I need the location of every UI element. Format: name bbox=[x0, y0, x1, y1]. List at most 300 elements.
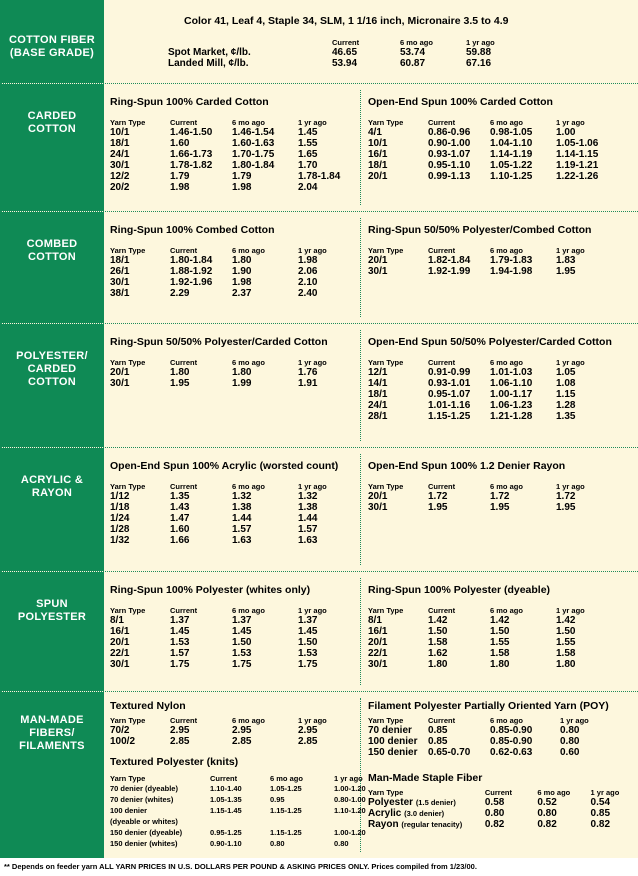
table-cell: 1.99 bbox=[232, 378, 252, 389]
table-cell: 1.53 bbox=[170, 637, 190, 648]
table-header-row bbox=[368, 606, 626, 615]
table-cell: 1.80 bbox=[170, 367, 190, 378]
table-row bbox=[110, 149, 368, 160]
table-cell: 1.72 bbox=[490, 491, 510, 502]
table-cell: 1.95 bbox=[490, 502, 510, 513]
table-cell: 60.87 bbox=[400, 58, 426, 69]
table-cell: 1.10-1.25 bbox=[490, 171, 533, 182]
column-header: Current bbox=[428, 716, 456, 725]
table-cell: 1.15-1.25 bbox=[428, 411, 471, 422]
column-header: Yarn Type bbox=[110, 246, 146, 255]
price-table bbox=[110, 482, 368, 546]
price-table bbox=[110, 118, 368, 193]
table-cell: 1.00-1.17 bbox=[490, 389, 533, 400]
table-cell: 0.85-0.90 bbox=[490, 736, 533, 747]
table-cell: 1.47 bbox=[170, 513, 190, 524]
table-cell: 1.45 bbox=[298, 626, 318, 637]
table-row bbox=[110, 502, 368, 513]
column-header: Yarn Type bbox=[110, 774, 146, 783]
table-cell: 1.44 bbox=[232, 513, 252, 524]
table-header-row bbox=[368, 788, 638, 797]
table-cell: 18/1 bbox=[110, 255, 130, 266]
cotton-fiber-title: Color 41, Leaf 4, Staple 34, SLM, 1 1/16 inch, Micronaire 3.5 to 4.9 bbox=[184, 15, 509, 27]
table-row bbox=[110, 816, 398, 827]
table-cell: 1.95 bbox=[428, 502, 448, 513]
table-cell: 1.75 bbox=[232, 659, 252, 670]
table-cell: 2.85 bbox=[298, 736, 318, 747]
fiber-spec: (1.5 denier) bbox=[415, 798, 456, 807]
table-row bbox=[110, 288, 368, 299]
table-row bbox=[110, 626, 368, 637]
table-cell: 0.60 bbox=[560, 747, 580, 758]
table-row bbox=[368, 747, 624, 758]
table-row bbox=[368, 411, 626, 422]
section-4 bbox=[0, 572, 638, 692]
table-cell: 1.46-1.54 bbox=[232, 127, 275, 138]
table-cell: 1.46-1.50 bbox=[170, 127, 213, 138]
table-cell: 30/1 bbox=[368, 266, 388, 277]
table-row bbox=[368, 127, 626, 138]
table-header-row bbox=[110, 606, 368, 615]
table-cell: 1.98 bbox=[170, 182, 190, 193]
table-cell: 0.90-1.10 bbox=[210, 839, 242, 848]
table-row bbox=[168, 47, 526, 58]
table-cell: 12/2 bbox=[110, 171, 130, 182]
table-cell: 22/1 bbox=[368, 648, 388, 659]
table-cell: 70 denier bbox=[368, 725, 412, 736]
table-row bbox=[368, 502, 626, 513]
table-cell: 1.80-1.84 bbox=[232, 160, 275, 171]
table-row bbox=[110, 637, 368, 648]
table-cell: 0.93-1.07 bbox=[428, 149, 471, 160]
table-row bbox=[368, 808, 638, 819]
table-cell: 1.55 bbox=[556, 637, 576, 648]
table-cell: 0.80 bbox=[270, 839, 285, 848]
table-header-row bbox=[110, 774, 398, 783]
column-header: Yarn Type bbox=[110, 716, 146, 725]
panel-title: Filament Polyester Partially Oriented Yarn (POY) bbox=[368, 700, 609, 712]
column-header: 1 yr ago bbox=[466, 38, 495, 47]
section-label-text: COTTON FIBER (BASE GRADE) bbox=[9, 34, 95, 59]
table-cell: 26/1 bbox=[110, 266, 130, 277]
table-cell: 1.94-1.98 bbox=[490, 266, 533, 277]
table-cell: 1.76 bbox=[298, 367, 318, 378]
table-cell: 1.70 bbox=[298, 160, 318, 171]
price-table bbox=[368, 358, 626, 422]
table-cell: 59.88 bbox=[466, 47, 492, 58]
table-cell: 1.42 bbox=[556, 615, 576, 626]
table-cell: 18/1 bbox=[368, 160, 388, 171]
table-row bbox=[110, 277, 368, 288]
table-row bbox=[110, 615, 368, 626]
table-cell: 1.82-1.84 bbox=[428, 255, 471, 266]
table-cell: 1.05-1.06 bbox=[556, 138, 599, 149]
column-header: 1 yr ago bbox=[556, 606, 585, 615]
table-cell: 1.72 bbox=[428, 491, 448, 502]
column-header: 1 yr ago bbox=[556, 358, 585, 367]
table-cell: 150 denier bbox=[368, 747, 418, 758]
table-cell: 1.04-1.10 bbox=[490, 138, 533, 149]
table-cell: 1.00-1.20 bbox=[334, 828, 366, 837]
column-header: Yarn Type bbox=[368, 482, 404, 491]
column-header: 1 yr ago bbox=[334, 774, 363, 783]
table-cell: 1.22-1.26 bbox=[556, 171, 599, 182]
table-cell: 1.80 bbox=[556, 659, 576, 670]
column-header: 6 mo ago bbox=[490, 118, 523, 127]
footer-note: ** Depends on feeder yarn ALL YARN PRICES IN U.S. DOLLARS PER POUND & ASKING PRICES ONLY. Prices compiled from 1/23/00. bbox=[4, 862, 477, 871]
table-cell: 1.06-1.10 bbox=[490, 378, 533, 389]
table-cell: 1.35 bbox=[556, 411, 576, 422]
table-cell: Spot Market, ¢/lb. bbox=[168, 47, 251, 58]
table-cell: 1.45 bbox=[232, 626, 252, 637]
panel-title: Textured Nylon bbox=[110, 700, 186, 712]
table-cell: 150 denier (dyeable) bbox=[110, 828, 183, 837]
table-cell: 1.45 bbox=[298, 127, 318, 138]
table-cell: 24/1 bbox=[368, 400, 388, 411]
column-header: 6 mo ago bbox=[490, 606, 523, 615]
staple-table bbox=[368, 788, 638, 830]
panel-title: Ring-Spun 50/50% Polyester/Carded Cotton bbox=[110, 336, 328, 348]
column-header: Yarn Type bbox=[368, 246, 404, 255]
table-row bbox=[110, 138, 368, 149]
column-header: 6 mo ago bbox=[490, 482, 523, 491]
table-row bbox=[368, 160, 626, 171]
column-header bbox=[168, 38, 332, 47]
table-cell: 1.60 bbox=[170, 138, 190, 149]
table-row bbox=[368, 378, 626, 389]
table-cell: 1.50 bbox=[556, 626, 576, 637]
table-cell: 1.92-1.99 bbox=[428, 266, 471, 277]
table-cell: 2.29 bbox=[170, 288, 190, 299]
section-1 bbox=[0, 212, 638, 324]
panel-title: Open-End Spun 100% 1.2 Denier Rayon bbox=[368, 460, 566, 472]
table-cell: 2.10 bbox=[298, 277, 318, 288]
section-cotton-fiber bbox=[0, 0, 638, 84]
table-header-row bbox=[110, 246, 368, 255]
table-cell: 0.62-0.63 bbox=[490, 747, 533, 758]
table-cell: 1.98 bbox=[232, 277, 252, 288]
table-cell: 0.99-1.13 bbox=[428, 171, 471, 182]
table-row bbox=[368, 389, 626, 400]
column-header: Yarn Type bbox=[110, 118, 146, 127]
column-header: Yarn Type bbox=[368, 788, 404, 797]
column-header: Current bbox=[484, 788, 512, 797]
table-cell: 1.62 bbox=[428, 648, 448, 659]
table-row bbox=[368, 255, 626, 266]
column-header: Yarn Type bbox=[368, 716, 404, 725]
cotton-fiber-table bbox=[168, 38, 526, 69]
table-row bbox=[110, 783, 398, 794]
table-row bbox=[110, 513, 368, 524]
table-cell: 0.80 bbox=[560, 736, 580, 747]
table-cell: 1.63 bbox=[232, 535, 252, 546]
table-row bbox=[110, 535, 368, 546]
table-row bbox=[110, 524, 368, 535]
table-cell: 150 denier (whites) bbox=[110, 839, 178, 848]
table-cell: 1.00 bbox=[556, 127, 576, 138]
table-cell: 1.70-1.75 bbox=[232, 149, 275, 160]
table-cell: 18/1 bbox=[368, 389, 388, 400]
table-row bbox=[110, 378, 368, 389]
table-cell: 1.10-1.40 bbox=[210, 784, 242, 793]
table-cell: 16/1 bbox=[368, 149, 388, 160]
column-header: 6 mo ago bbox=[232, 482, 265, 491]
table-cell: 2.37 bbox=[232, 288, 252, 299]
price-table bbox=[368, 482, 626, 513]
table-cell: 1.80 bbox=[232, 367, 252, 378]
column-header: 6 mo ago bbox=[232, 118, 265, 127]
table-cell: 46.65 bbox=[332, 47, 358, 58]
table-row bbox=[110, 171, 368, 182]
column-header: Current bbox=[428, 606, 456, 615]
table-cell: 1.95 bbox=[556, 266, 576, 277]
column-header: 6 mo ago bbox=[400, 38, 433, 47]
table-header-row bbox=[368, 716, 624, 725]
table-cell: 1.57 bbox=[298, 524, 318, 535]
table-cell: 1/18 bbox=[110, 502, 130, 513]
table-cell: 1.79 bbox=[170, 171, 190, 182]
table-header-row bbox=[368, 246, 626, 255]
table-row bbox=[368, 648, 626, 659]
table-row bbox=[368, 171, 626, 182]
table-cell: 1.44 bbox=[298, 513, 318, 524]
table-cell: 2.95 bbox=[170, 725, 190, 736]
table-cell: 0.85 bbox=[428, 736, 448, 747]
table-header-row bbox=[110, 118, 368, 127]
column-header: Current bbox=[428, 246, 456, 255]
table-cell: 1.32 bbox=[232, 491, 252, 502]
table-row bbox=[368, 819, 638, 830]
panel-title: Ring-Spun 100% Combed Cotton bbox=[110, 224, 275, 236]
table-cell: 1.95 bbox=[170, 378, 190, 389]
fiber-spec: (regular tenacity) bbox=[401, 820, 463, 829]
table-cell: 1.43 bbox=[170, 502, 190, 513]
section-label bbox=[0, 324, 104, 447]
table-cell: 1/32 bbox=[110, 535, 130, 546]
table-cell: 2.04 bbox=[298, 182, 318, 193]
table-row bbox=[368, 659, 626, 670]
table-cell: 1.10-1.20 bbox=[334, 806, 366, 815]
table-cell: 1.80 bbox=[490, 659, 510, 670]
panel-title: Open-End Spun 50/50% Polyester/Carded Cotton bbox=[368, 336, 612, 348]
column-header: Yarn Type bbox=[110, 606, 146, 615]
table-cell: 1.05-1.35 bbox=[210, 795, 242, 804]
table-cell: 1.53 bbox=[232, 648, 252, 659]
table-cell: 1.98 bbox=[232, 182, 252, 193]
table-header-row bbox=[368, 358, 626, 367]
table-cell: 16/1 bbox=[110, 626, 130, 637]
table-cell: 0.82 bbox=[537, 819, 557, 830]
table-cell: 1.66 bbox=[170, 535, 190, 546]
section-label bbox=[0, 572, 104, 691]
fiber-spec: (3.0 denier) bbox=[404, 809, 445, 818]
column-header: 1 yr ago bbox=[590, 788, 620, 797]
column-header: 1 yr ago bbox=[556, 118, 585, 127]
table-cell: 1.79-1.83 bbox=[490, 255, 533, 266]
table-cell: 0.90-1.00 bbox=[428, 138, 471, 149]
table-cell: 1.50 bbox=[490, 626, 510, 637]
table-cell: 1.80 bbox=[232, 255, 252, 266]
section-0 bbox=[0, 84, 638, 212]
table-cell: 0.82 bbox=[590, 819, 611, 830]
nylon-table bbox=[110, 716, 368, 747]
table-cell: 0.80-1.00 bbox=[334, 795, 366, 804]
table-cell: 100 denier bbox=[368, 736, 418, 747]
table-header-row bbox=[368, 118, 626, 127]
table-cell: 0.52 bbox=[537, 797, 557, 808]
table-cell: 20/1 bbox=[368, 255, 388, 266]
table-cell: 1.50 bbox=[232, 637, 252, 648]
table-cell: 1.79 bbox=[232, 171, 252, 182]
column-header: Current bbox=[428, 358, 456, 367]
column-header: Current bbox=[428, 118, 456, 127]
table-cell: 1.50 bbox=[298, 637, 318, 648]
table-cell: 1.15-1.25 bbox=[270, 828, 302, 837]
table-cell bbox=[368, 808, 485, 819]
table-cell: 10/1 bbox=[110, 127, 130, 138]
table-cell: 1.58 bbox=[556, 648, 576, 659]
table-cell: 1.75 bbox=[298, 659, 318, 670]
table-row bbox=[368, 367, 626, 378]
section-label-text: SPUN POLYESTER bbox=[17, 598, 87, 623]
table-cell: 1.57 bbox=[232, 524, 252, 535]
column-header: Current bbox=[332, 38, 360, 47]
table-cell: 12/1 bbox=[368, 367, 388, 378]
table-cell: 70 denier (whites) bbox=[110, 795, 174, 804]
table-cell: 2.40 bbox=[298, 288, 318, 299]
table-row bbox=[368, 637, 626, 648]
table-cell: 18/1 bbox=[110, 138, 130, 149]
table-cell: 1.00-1.20 bbox=[334, 784, 366, 793]
table-cell: 1.38 bbox=[232, 502, 252, 513]
table-cell: 1.19-1.21 bbox=[556, 160, 599, 171]
table-cell: 1.91 bbox=[298, 378, 318, 389]
table-row bbox=[368, 797, 638, 808]
table-row bbox=[110, 838, 398, 849]
table-cell: 1.21-1.28 bbox=[490, 411, 533, 422]
table-cell: 1.66-1.73 bbox=[170, 149, 213, 160]
table-cell: 38/1 bbox=[110, 288, 130, 299]
column-header: Yarn Type bbox=[110, 482, 146, 491]
column-header: Yarn Type bbox=[368, 118, 404, 127]
table-cell: 30/1 bbox=[368, 502, 388, 513]
table-header-row bbox=[110, 358, 368, 367]
column-header: Current bbox=[170, 606, 198, 615]
table-cell: 1.80-1.84 bbox=[170, 255, 213, 266]
table-cell: 30/1 bbox=[110, 160, 130, 171]
section-label bbox=[0, 84, 104, 211]
table-cell: 1.01-1.03 bbox=[490, 367, 533, 378]
table-row bbox=[368, 266, 626, 277]
table-cell: 100 denier bbox=[110, 806, 148, 815]
column-header: 1 yr ago bbox=[298, 716, 327, 725]
poy-table bbox=[368, 716, 624, 758]
table-row bbox=[110, 736, 368, 747]
table-cell: 1.14-1.15 bbox=[556, 149, 599, 160]
table-cell: 1.37 bbox=[170, 615, 190, 626]
table-row bbox=[110, 805, 398, 816]
column-header: Yarn Type bbox=[110, 358, 146, 367]
table-row bbox=[368, 725, 624, 736]
section-label-text: COMBED COTTON bbox=[26, 238, 78, 263]
table-cell: 20/2 bbox=[110, 182, 130, 193]
table-cell: 0.54 bbox=[590, 797, 611, 808]
table-cell: 0.85 bbox=[428, 725, 448, 736]
fiber-name: Acrylic bbox=[368, 808, 405, 819]
panel-title: Man-Made Staple Fiber bbox=[368, 772, 483, 784]
table-cell: 1.35 bbox=[170, 491, 190, 502]
section-label bbox=[0, 212, 104, 323]
table-cell: 1.92-1.96 bbox=[170, 277, 213, 288]
column-header: 1 yr ago bbox=[560, 716, 589, 725]
table-cell: 0.80 bbox=[334, 839, 349, 848]
column-header: 6 mo ago bbox=[490, 716, 523, 725]
section-2 bbox=[0, 324, 638, 448]
table-cell: 0.95-1.07 bbox=[428, 389, 471, 400]
table-cell: 1.01-1.16 bbox=[428, 400, 471, 411]
table-row bbox=[110, 659, 368, 670]
table-cell: 1.55 bbox=[490, 637, 510, 648]
table-cell: 22/1 bbox=[110, 648, 130, 659]
table-cell: 0.85-0.90 bbox=[490, 725, 533, 736]
price-table bbox=[368, 246, 626, 277]
table-cell: 1.06-1.23 bbox=[490, 400, 533, 411]
column-header: Yarn Type bbox=[368, 606, 404, 615]
table-row bbox=[368, 138, 626, 149]
table-cell: 1.78-1.84 bbox=[298, 171, 341, 182]
table-cell: 1.65 bbox=[298, 149, 318, 160]
table-cell: 0.98-1.05 bbox=[490, 127, 533, 138]
table-cell: 4/1 bbox=[368, 127, 382, 138]
table-row bbox=[110, 491, 368, 502]
table-cell: 28/1 bbox=[368, 411, 388, 422]
table-header-row bbox=[110, 716, 368, 725]
table-cell: 1.05 bbox=[556, 367, 576, 378]
section-label-text: POLYESTER/ CARDED COTTON bbox=[16, 350, 88, 388]
table-cell: 1.80 bbox=[428, 659, 448, 670]
column-header: 6 mo ago bbox=[232, 358, 265, 367]
table-row bbox=[110, 266, 368, 277]
table-header-row bbox=[110, 482, 368, 491]
table-row bbox=[168, 58, 526, 69]
column-header: 1 yr ago bbox=[298, 358, 327, 367]
table-cell: 30/1 bbox=[110, 378, 130, 389]
column-header: 1 yr ago bbox=[298, 246, 327, 255]
table-cell: 1.55 bbox=[298, 138, 318, 149]
table-cell: 20/1 bbox=[368, 637, 388, 648]
table-cell: 1.83 bbox=[556, 255, 576, 266]
section-label bbox=[0, 692, 104, 858]
section-label-text: ACRYLIC & RAYON bbox=[20, 474, 84, 499]
table-cell: 1.95 bbox=[556, 502, 576, 513]
table-cell: (dyeable or whites) bbox=[110, 817, 178, 826]
table-cell: 1.08 bbox=[556, 378, 576, 389]
table-cell: 1.88-1.92 bbox=[170, 266, 213, 277]
table-cell: 16/1 bbox=[368, 626, 388, 637]
table-cell: 1.58 bbox=[428, 637, 448, 648]
price-table bbox=[368, 118, 626, 182]
table-row bbox=[110, 182, 368, 193]
column-header: 6 mo ago bbox=[537, 788, 571, 797]
table-cell: 1.15-1.25 bbox=[270, 806, 302, 815]
table-cell bbox=[368, 819, 485, 830]
section-label-text: CARDED COTTON bbox=[27, 110, 77, 135]
table-cell: 30/1 bbox=[368, 659, 388, 670]
column-header: 1 yr ago bbox=[298, 482, 327, 491]
table-header-row bbox=[368, 482, 626, 491]
table-cell: 1.57 bbox=[170, 648, 190, 659]
table-cell: 1.72 bbox=[556, 491, 576, 502]
